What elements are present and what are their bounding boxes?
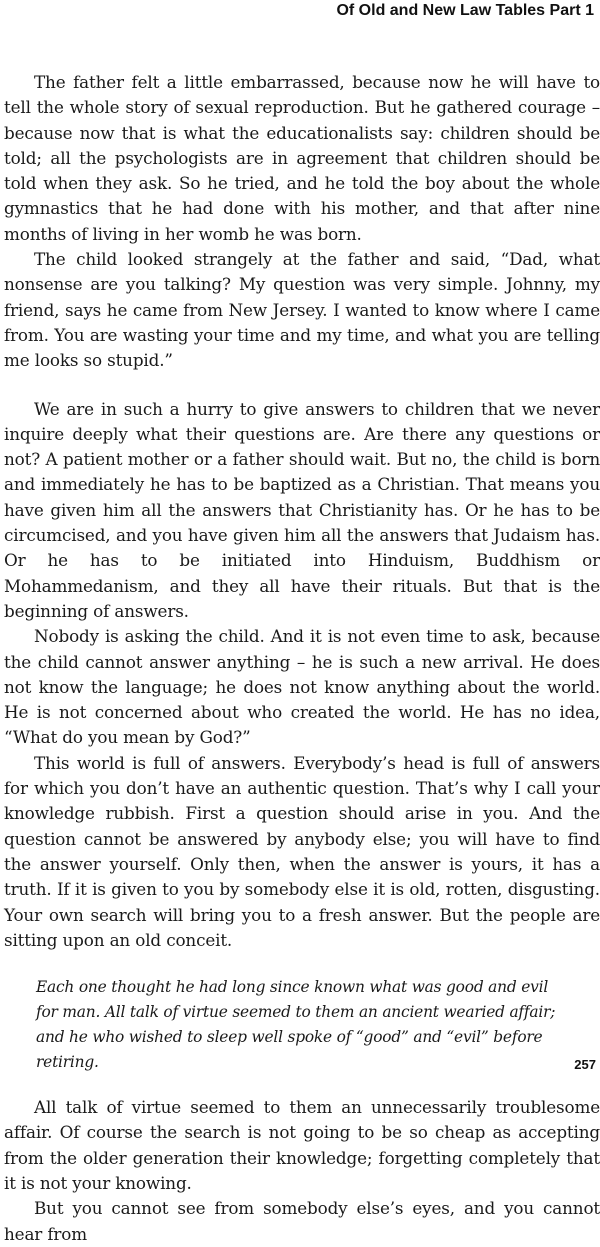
running-head: Of Old and New Law Tables Part 1: [336, 2, 594, 19]
page-number: 257: [574, 1057, 596, 1072]
block-quote: Each one thought he had long since known what was good and evil for man. All talk of virtue seemed to them an ancient wearied affair; and he who wished to sleep well spoke of “good” and “evil” before retiring.: [36, 978, 556, 1072]
paragraph-1: The father felt a little embarrassed, because now he will have to tell the whole story of sexual reproduction. But he gathered courage – because now that is what the educationalists say: children should be told; all the psychologists are in agreement that children should be told when they ask. So he tried, and he told the boy about the whole gymnastics that he had done with his mother, and that after nine months of living in her womb he was born.: [4, 72, 600, 244]
paragraph-5: This world is full of answers. Everybody’s head is full of answers for which you don’t have an authentic question. That’s why I call your knowledge rubbish. First a question should arise in you. And the question cannot be answered by anybody else; you will have to find the answer yourself. Only then, when the answer is yours, it has a truth. If it is given to you by somebody else it is old, rotten, disgusting. Your own search will bring you to a fresh answer. But the people are sitting upon an old conceit.: [4, 752, 600, 950]
paragraph-3: We are in such a hurry to give answers to children that we never inquire deeply what their questions are. Are there any questions or not? A patient mother or a father should wait. But no, the child is born and immediately he has to be baptized as a Christian. That means you have given him all the answers that Christianity has. Or he has to be circumcised, and you have given him all the answers that Judaism has. Or he has to be initiated into Hinduism, Buddhism or Mohammedanism, and they all have their rituals. But that is the beginning of answers.: [4, 398, 600, 621]
paragraph-4: Nobody is asking the child. And it is not even time to ask, because the child cannot answer anything – he is such a new arrival. He does not know the language; he does not know anything about the world. He is not concerned about who created the world. He has no idea, “What do you mean by God?”: [4, 626, 600, 748]
paragraph-2: The child looked strangely at the father and said, “Dad, what nonsense are you talking? My question was very simple. Johnny, my friend, says he came from New Jersey. I wanted to know where I came from. You are wasting your time and my time, and what you are telling me looks so stupid.”: [4, 249, 600, 371]
paragraph-6: All talk of virtue seemed to them an unnecessarily troublesome affair. Of course the search is not going to be so cheap as accepting from the older generation their knowledge; forgetting completely that it is not your knowing.: [4, 1097, 600, 1193]
paragraph-7: But you cannot see from somebody else’s eyes, and you cannot hear from: [4, 1198, 600, 1244]
body-text: [4, 70, 600, 1247]
